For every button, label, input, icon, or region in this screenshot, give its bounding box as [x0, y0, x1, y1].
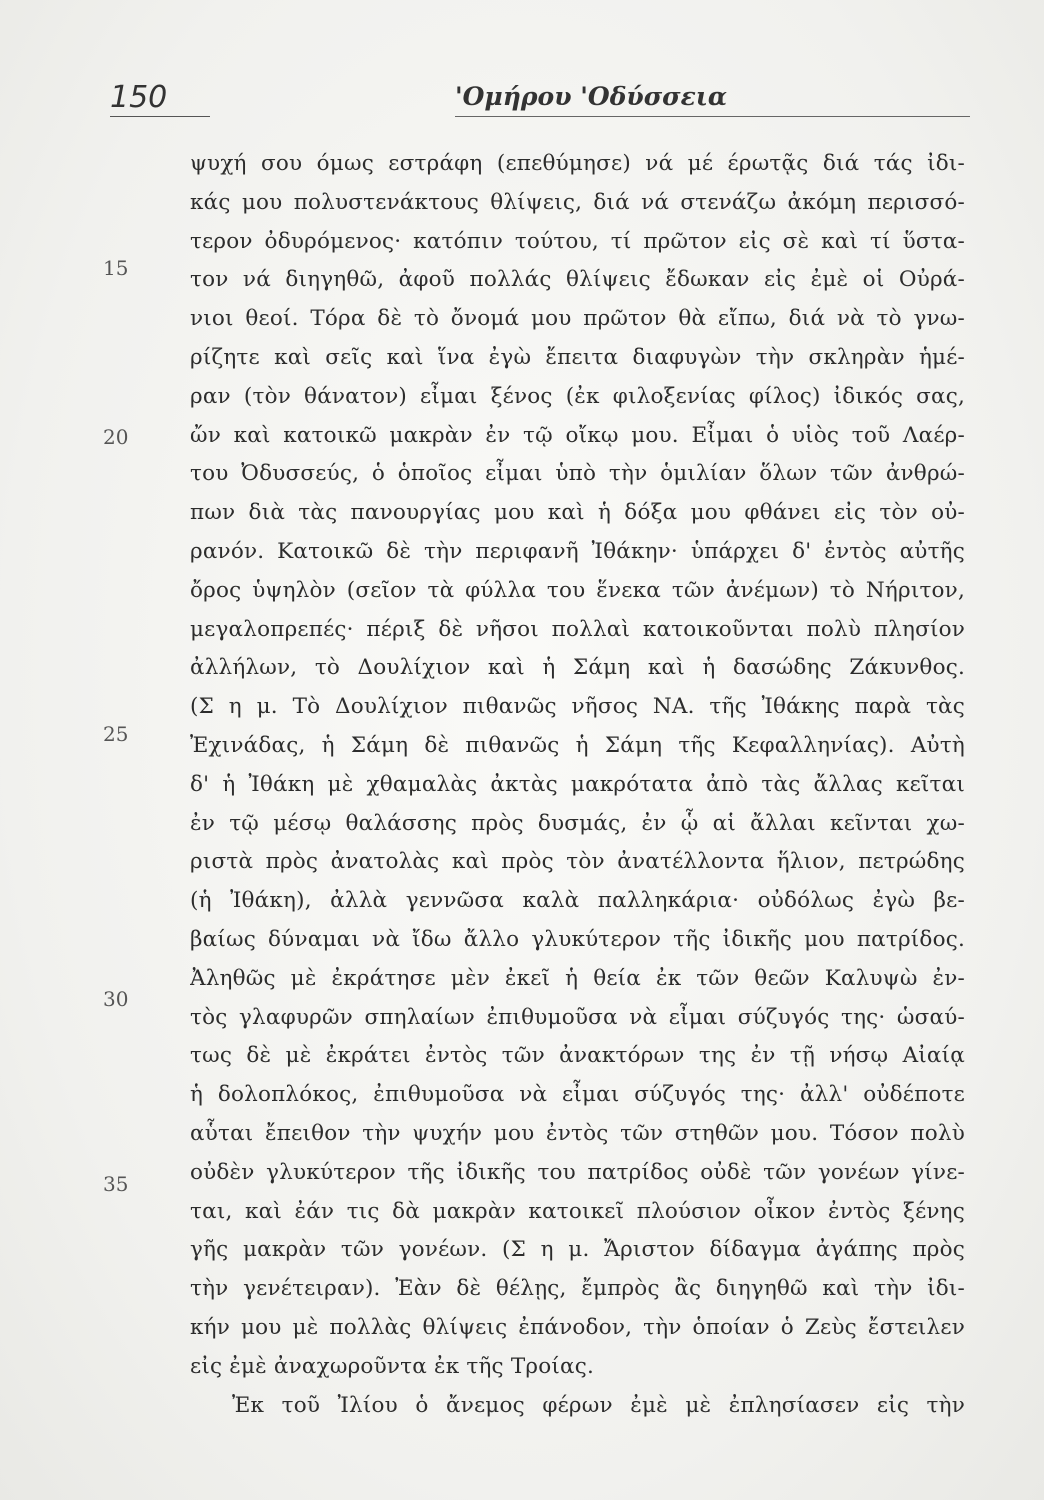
- text-line: (ἡ Ἰθάκη), ἀλλὰ γεννῶσα καλὰ παλληκάρια· οὐδόλως ἐγὼ βε-: [190, 888, 965, 914]
- page-number-underline: [110, 116, 210, 117]
- text-line: ὄρος ὑψηλὸν (σεῖον τὰ φύλλα του ἕνεκα τῶν ἀνέμων) τὸ Νήριτον,: [190, 577, 965, 603]
- page-number: 150: [110, 80, 168, 115]
- text-line: Ἐκ τοῦ Ἰλίου ὁ ἄνεμος φέρων ἐμὲ μὲ ἐπλησίασεν εἰς τὴν: [232, 1392, 965, 1418]
- text-line: ρίζητε καὶ σεῖς καὶ ἵνα ἐγὼ ἔπειτα διαφυγὼν τὴν σκληρὰν ἡμέ-: [190, 344, 965, 370]
- text-line: κάς μου πολυστενάκτους θλίψεις, διά νά στενάζω ἀκόμη περισσό-: [190, 189, 965, 215]
- text-line: (Σ η μ. Τὸ Δουλίχιον πιθανῶς νῆσος ΝΑ. τῆς Ἰθάκης παρὰ τὰς: [190, 694, 965, 720]
- text-line: πων διὰ τὰς πανουργίας μου καὶ ἡ δόξα μου φθάνει εἰς τὸν οὐ-: [190, 500, 965, 526]
- text-line: αὗται ἔπειθον τὴν ψυχήν μου ἐντὸς τῶν στηθῶν μου. Τόσον πολὺ: [190, 1120, 965, 1146]
- text-line: τερον ὀδυρόμενος· κατόπιν τούτου, τί πρῶτον εἰς σὲ καὶ τί ὕστα-: [190, 228, 965, 254]
- text-line: τον νά διηγηθῶ, ἀφοῦ πολλάς θλίψεις ἔδωκαν εἰς ἐμὲ οἱ Οὐρά-: [190, 267, 965, 293]
- running-title-underline: [455, 116, 970, 117]
- text-line: ψυχή σου όμως εστράφη (επεθύμησε) νά μέ έρωτᾷς διά τάς ἰδι-: [190, 151, 965, 176]
- text-line: τὴν γενέτειραν). Ἐὰν δὲ θέλῃς, ἔμπρὸς ἂς διηγηθῶ καὶ τὴν ἰδι-: [190, 1276, 965, 1302]
- body-text: [190, 145, 965, 1425]
- text-line: ται, καὶ ἐάν τις δὰ μακρὰν κατοικεῖ πλούσιον οἶκον ἐντὸς ξένης: [190, 1198, 965, 1224]
- text-line: ρανόν. Κατοικῶ δὲ τὴν περιφανῆ Ἰθάκην· ὑπάρχει δ' ἐντὸς αὐτῆς: [190, 538, 965, 564]
- text-line: νιοι θεοί. Τόρα δὲ τὸ ὄνομά μου πρῶτον θὰ εἴπω, διά νὰ τὸ γνω-: [190, 306, 965, 332]
- page-header: [110, 80, 970, 120]
- text-line: Ἀληθῶς μὲ ἐκράτησε μὲν ἐκεῖ ἡ θεία ἐκ τῶν θεῶν Καλυψὼ ἐν-: [190, 965, 965, 991]
- text-line: εἰς ἐμὲ ἀναχωροῦντα ἐκ τῆς Τροίας.: [190, 1353, 594, 1379]
- line-number: 35: [103, 1172, 129, 1196]
- text-line: οὐδὲν γλυκύτερον τῆς ἰδικῆς του πατρίδος οὐδὲ τῶν γονέων γίνε-: [190, 1159, 965, 1185]
- text-line: τὸς γλαφυρῶν σπηλαίων ἐπιθυμοῦσα νὰ εἶμαι σύζυγός της· ὡσαύ-: [190, 1004, 965, 1030]
- text-line: ἡ δολοπλόκος, ἐπιθυμοῦσα νὰ εἶμαι σύζυγός της· ἀλλ' οὐδέποτε: [190, 1082, 965, 1108]
- text-line: ἀλλήλων, τὸ Δουλίχιον καὶ ἡ Σάμη καὶ ἡ δασώδης Ζάκυνθος.: [190, 655, 965, 681]
- text-line: κήν μου μὲ πολλὰς θλίψεις ἐπάνοδον, τὴν ὁποίαν ὁ Ζεὺς ἔστειλεν: [190, 1314, 965, 1340]
- line-number: 15: [103, 256, 129, 280]
- text-line: μεγαλοπρεπές· πέριξ δὲ νῆσοι πολλαὶ κατοικοῦνται πολὺ πλησίον: [190, 616, 965, 642]
- line-number: 30: [103, 987, 129, 1011]
- text-line: ριστὰ πρὸς ἀνατολὰς καὶ πρὸς τὸν ἀνατέλλοντα ἥλιον, πετρώδης: [190, 849, 965, 875]
- text-line: δ' ἡ Ἰθάκη μὲ χθαμαλὰς ἀκτὰς μακρότατα ἀπὸ τὰς ἄλλας κεῖται: [190, 771, 965, 797]
- text-line: του Ὀδυσσεύς, ὁ ὁποῖος εἶμαι ὑπὸ τὴν ὁμιλίαν ὅλων τῶν ἀνθρώ-: [190, 461, 965, 487]
- text-line: γῆς μακρὰν τῶν γονέων. (Σ η μ. Ἄριστον δίδαγμα ἀγάπης πρὸς: [190, 1237, 965, 1263]
- text-line: βαίως δύναμαι νὰ ἴδω ἄλλο γλυκύτερον τῆς ἰδικῆς μου πατρίδος.: [190, 926, 965, 952]
- line-number: 20: [103, 425, 129, 449]
- text-line: ραν (τὸν θάνατον) εἶμαι ξένος (ἐκ φιλοξενίας φίλος) ἰδικός σας,: [190, 383, 965, 409]
- text-line: Ἐχινάδας, ἡ Σάμη δὲ πιθανῶς ἡ Σάμη τῆς Κεφαλληνίας). Αὐτὴ: [190, 732, 965, 758]
- running-title: 'Ομήρου 'Οδύσσεια: [455, 82, 728, 111]
- text-line: ἐν τῷ μέσῳ θαλάσσης πρὸς δυσμάς, ἐν ᾧ αἱ ἄλλαι κεῖνται χω-: [190, 810, 965, 836]
- line-number: 25: [103, 722, 129, 746]
- text-line: ὤν καὶ κατοικῶ μακρὰν ἐν τῷ οἴκῳ μου. Εἶμαι ὁ υἱὸς τοῦ Λαέρ-: [190, 422, 965, 448]
- text-line: τως δὲ μὲ ἐκράτει ἐντὸς τῶν ἀνακτόρων της ἐν τῇ νήσῳ Αἰαίᾳ: [190, 1043, 965, 1069]
